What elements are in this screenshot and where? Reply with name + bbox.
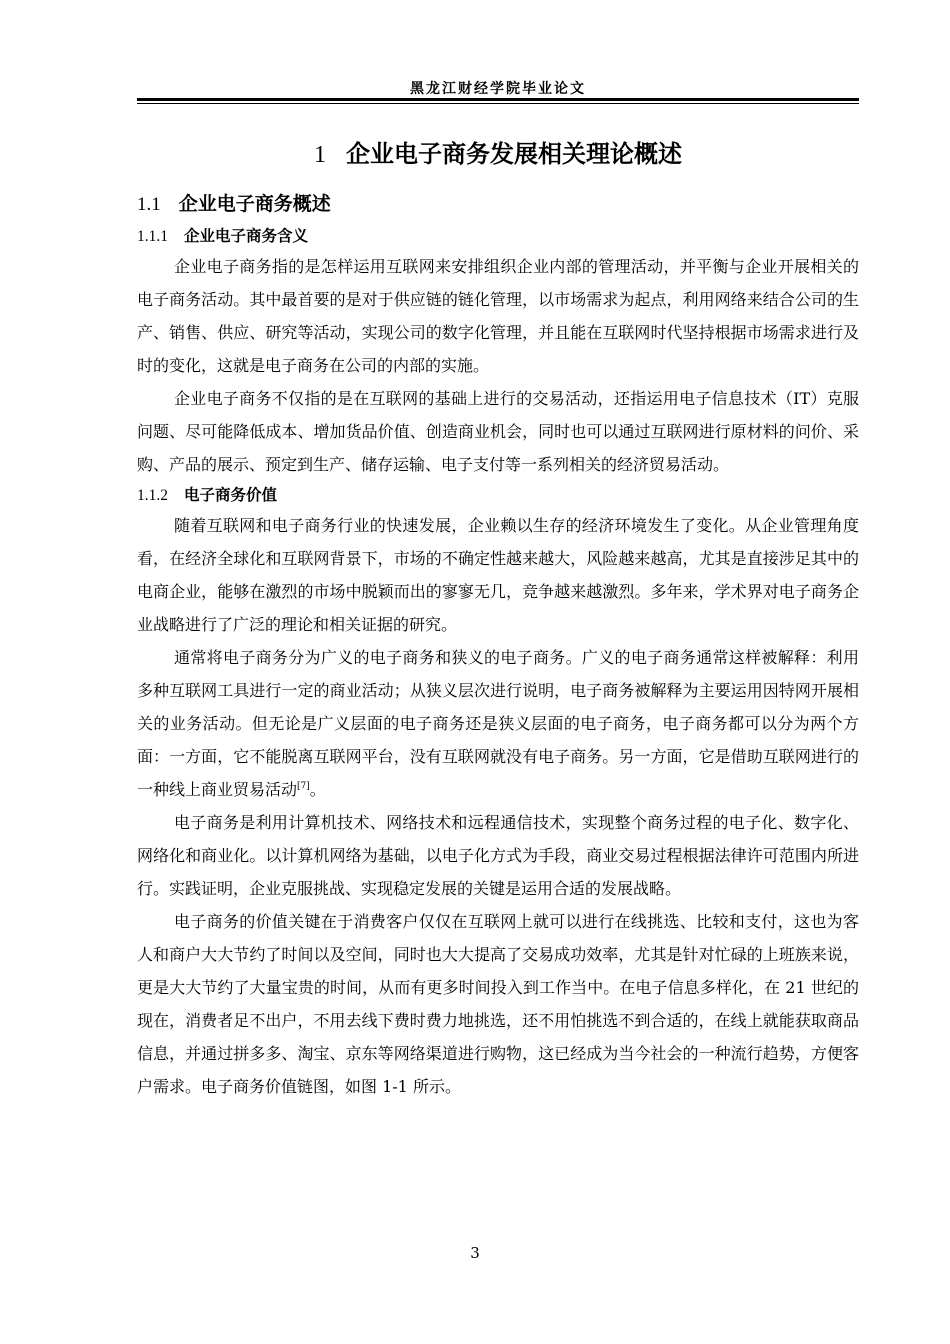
paragraph-end-mark: 。 [309,780,326,799]
section-title: 企业电子商务概述 [178,193,331,215]
chapter-heading [137,134,859,169]
subsection-heading-2 [137,483,859,505]
paragraph-text: 通常将电子商务分为广义的电子商务和狭义的电子商务。广义的电子商务通常这样被解释：利用多种互联网工具进行一定的商业活动；从狭义层次进行说明，电子商务被解释为主要运用因特网开展相关的业务活动。但无论是广义层面的电子商务还是狭义层面的电子商务，电子商务都可以分为两个方面：一方面，它不能脱离互联网平台，没有互联网就没有电子商务。另一方面，它是借助互联网进行的一种线上商业贸易活动 [137,648,859,799]
subsection-title: 电子商务价值 [184,486,278,504]
citation-marker: [7] [297,781,310,792]
chapter-title: 企业电子商务发展相关理论概述 [346,140,682,168]
running-header: 黑龙江财经学院毕业论文 [410,81,586,97]
subsection-number: 1.1.2 [137,487,168,504]
paragraph-with-citation [137,641,859,806]
page-body [137,130,859,1103]
subsection-number: 1.1.1 [137,228,168,245]
section-heading [137,189,859,216]
header-rule-thick [137,98,859,101]
page-number: 3 [470,1244,480,1262]
chapter-number: 1 [314,142,326,168]
paragraph: 企业电子商务指的是怎样运用互联网来安排组织企业内部的管理活动，并平衡与企业开展相关的电子商务活动。其中最首要的是对于供应链的链化管理，以市场需求为起点，利用网络来结合公司的生产、销售、供应、研究等活动，实现公司的数字化管理，并且能在互联网时代坚持根据市场需求进行及时的变化，这就是电子商务在公司的内部的实施。 [137,257,859,375]
subsection-heading-1 [137,224,859,246]
paragraph: 电子商务是利用计算机技术、网络技术和远程通信技术，实现整个商务过程的电子化、数字化、网络化和商业化。以计算机网络为基础，以电子化方式为手段，商业交易过程根据法律许可范围内所进行。实践证明，企业克服挑战、实现稳定发展的关键是运用合适的发展战略。 [137,813,859,898]
section-number: 1.1 [137,194,161,215]
paragraph: 随着互联网和电子商务行业的快速发展，企业赖以生存的经济环境发生了变化。从企业管理角度看，在经济全球化和互联网背景下，市场的不确定性越来越大，风险越来越高，尤其是直接涉足其中的电商企业，能够在激烈的市场中脱颖而出的寥寥无几，竞争越来越激烈。多年来，学术界对电子商务企业战略进行了广泛的理论和相关证据的研究。 [137,516,859,634]
header-rule-thin [137,103,859,104]
paragraph: 电子商务的价值关键在于消费客户仅仅在互联网上就可以进行在线挑选、比较和支付，这也为客人和商户大大节约了时间以及空间，同时也大大提高了交易成功效率，尤其是针对忙碌的上班族来说，更是大大节约了大量宝贵的时间，从而有更多时间投入到工作当中。在电子信息多样化，在 21 世纪的现在，消费者足不出户，不用去线下费时费力地挑选，还不用怕挑选不到合适的，在线上就能获取商品信息，并通过拼多多、淘宝、京东等网络渠道进行购物，这已经成为当今社会的一种流行趋势，方便客户需求。电子商务价值链图，如图 1-1 所示。 [137,912,859,1096]
subsection-title: 企业电子商务含义 [184,227,309,245]
paragraph: 企业电子商务不仅指的是在互联网的基础上进行的交易活动，还指运用电子信息技术（IT）克服问题、尽可能降低成本、增加货品价值、创造商业机会，同时也可以通过互联网进行原材料的问价、采购、产品的展示、预定到生产、储存运输、电子支付等一系列相关的经济贸易活动。 [137,389,859,474]
